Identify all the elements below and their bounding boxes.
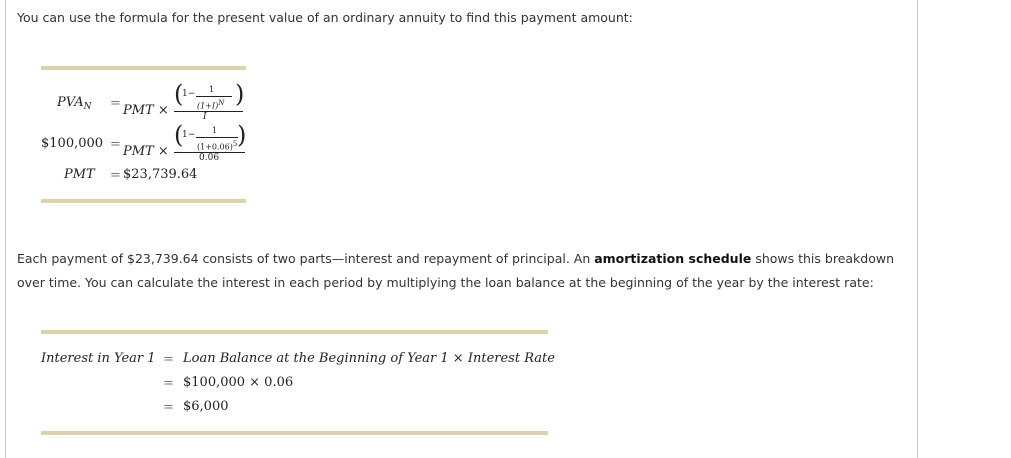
formula-rule-top [41, 66, 246, 70]
interest-definition: Loan Balance at the Beginning of Year 1 × Interest Rate [183, 351, 555, 366]
pmt-times-2: PMT × [123, 144, 169, 159]
amortization-term: amortization schedule [594, 251, 752, 266]
pmt-label: PMT [64, 167, 95, 182]
intro-text: You can use the formula for the present value of an ordinary annuity to find this payment amount: [17, 10, 633, 25]
equals-sign: = [163, 352, 174, 367]
denominator: 0.06 [199, 153, 220, 163]
pmt-times-1: PMT × [123, 103, 169, 118]
equals-sign: = [110, 168, 121, 183]
interest-year1-label: Interest in Year 1 [41, 351, 156, 366]
inner-fraction-bar [196, 96, 232, 97]
frac-top: 1 [209, 85, 215, 94]
right-paren: ) [235, 80, 245, 108]
payment-result: $23,739.64 [123, 167, 198, 182]
interest-result: $6,000 [183, 399, 229, 414]
equals-sign: = [110, 96, 121, 111]
left-paren: ( [174, 121, 184, 149]
main-fraction-bar [174, 111, 243, 112]
equals-sign: = [163, 376, 174, 391]
content-panel [5, 0, 918, 458]
interest-calculation: $100,000 × 0.06 [183, 375, 294, 390]
equals-sign: = [163, 400, 174, 415]
frac-bottom: $(1+I)^N$ [197, 99, 225, 111]
formula-rule-bottom [41, 199, 246, 203]
frac-top: 1 [212, 126, 218, 135]
frac-bottom: $(1+0.06)^5$ [197, 140, 238, 152]
right-paren: ) [237, 121, 247, 149]
one-minus: 1− [182, 130, 196, 140]
formula2-rule-bottom [41, 431, 548, 435]
formula2-rule-top [41, 330, 548, 334]
amortization-paragraph: Each payment of $23,739.64 consists of two parts—interest and repayment of principal. An amortization schedule shows this breakdown over time. You can calculate the interest in each period by multiplying the loan balance at the beginning of the year by the interest rate: [17, 251, 895, 290]
denominator: I [203, 112, 207, 122]
inner-fraction-bar [196, 137, 238, 138]
one-minus: 1− [182, 89, 196, 99]
left-paren: ( [174, 80, 184, 108]
equals-sign: = [110, 137, 121, 152]
principal-amount: $100,000 [41, 136, 104, 151]
pva-label: $PVA_N$ [57, 95, 92, 112]
